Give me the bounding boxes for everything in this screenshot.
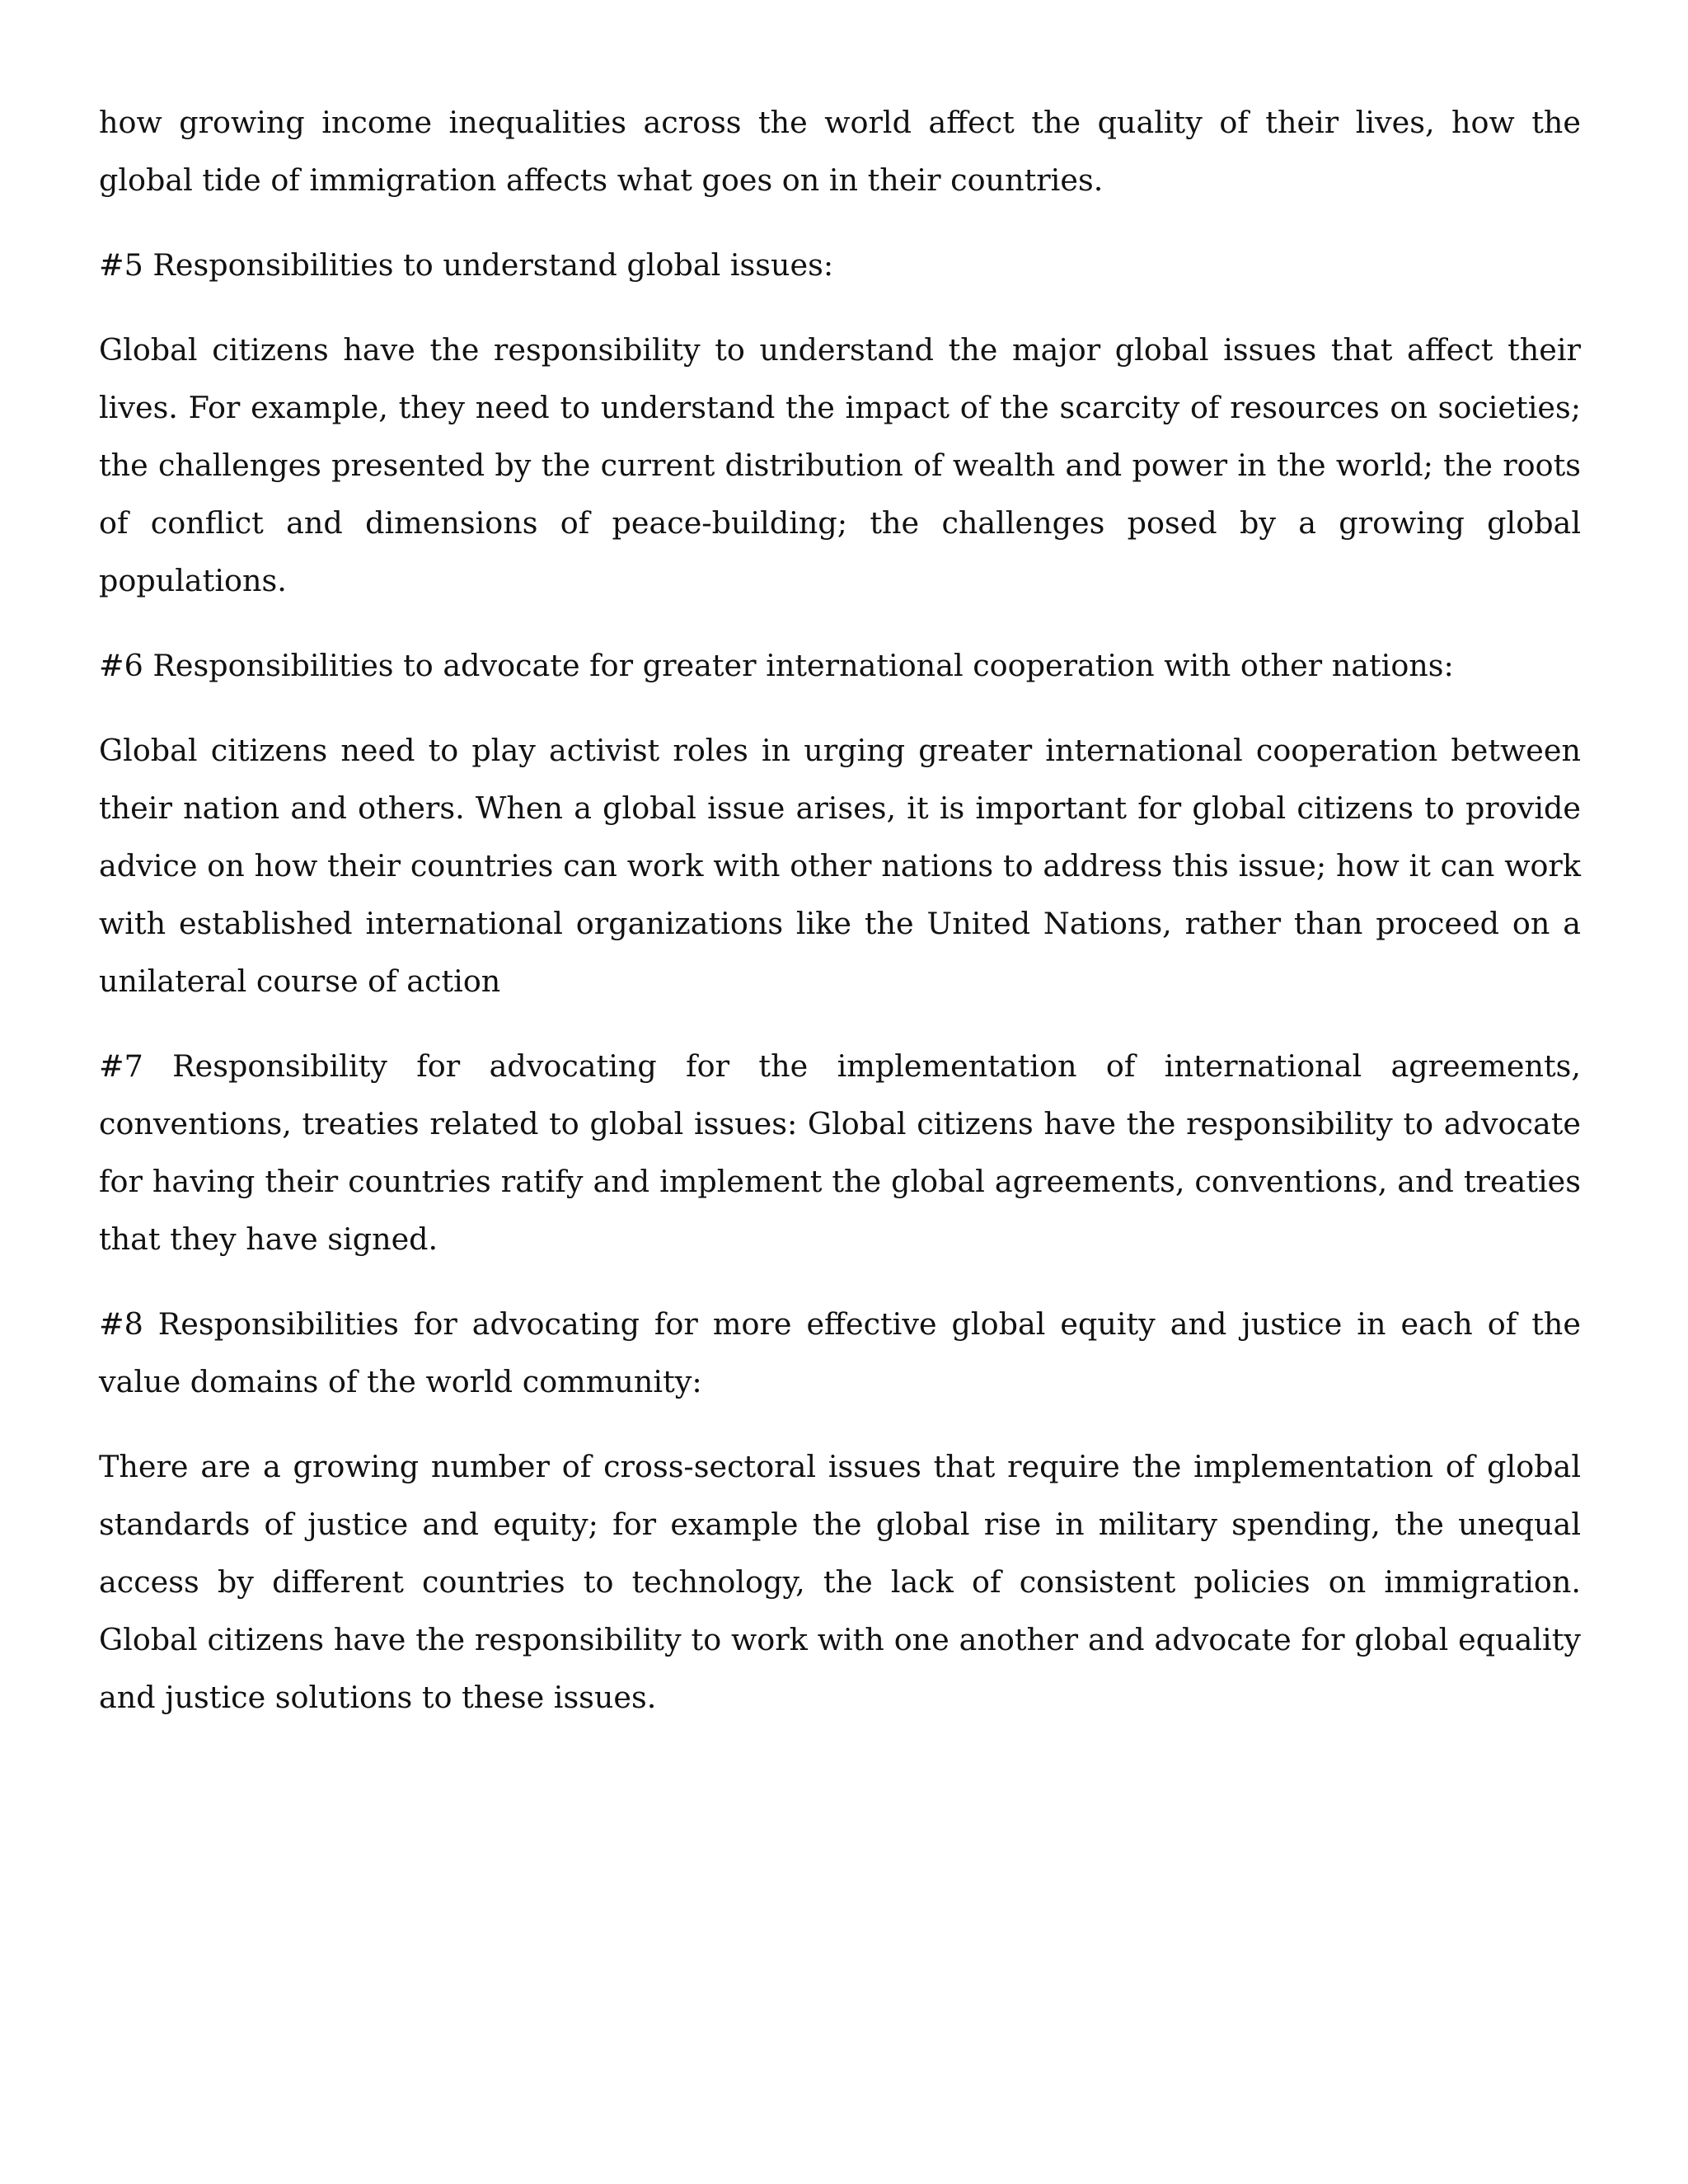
document-body xyxy=(99,94,1581,1754)
heading-responsibility-6: #6 Responsibilities to advocate for greater international cooperation with other nations: xyxy=(99,648,1454,683)
paragraph-cross-sectoral-issues: There are a growing number of cross-sectoral issues that require the implementation of global standards of justice and equity; for example the global rise in military spending, the unequal access by different countries to technology, the lack of consistent policies on immigration. Global citizens have the responsibility to work with one another and advocate for global equality and justice solutions to these issues. xyxy=(99,1449,1581,1715)
heading-responsibility-5: #5 Responsibilities to understand global issues: xyxy=(99,247,834,283)
paragraph-responsibility-7: #7 Responsibility for advocating for the implementation of international agreements, conventions, treaties related to global issues: Global citizens have the responsibility to advocate for having their countries ratify and implement the global agreements, conventions, and treaties that they have signed. xyxy=(99,1048,1581,1257)
paragraph-responsibility-8: #8 Responsibilities for advocating for more effective global equity and justice in each of the value domains of the world community: xyxy=(99,1306,1581,1399)
paragraph-income-inequality-continuation: how growing income inequalities across the world affect the quality of their lives, how the global tide of immigration affects what goes on in their countries. xyxy=(99,105,1581,198)
paragraph-international-cooperation: Global citizens need to play activist roles in urging greater international cooperation between their nation and others. When a global issue arises, it is important for global citizens to provide advice on how their countries can work with other nations to address this issue; how it can work with established international organizations like the United Nations, rather than proceed on a unilateral course of action xyxy=(99,733,1581,999)
paragraph-understand-global-issues: Global citizens have the responsibility to understand the major global issues that affect their lives. For example, they need to understand the impact of the scarcity of resources on societies; the challenges presented by the current distribution of wealth and power in the world; the roots of conflict and dimensions of peace-building; the challenges posed by a growing global populations. xyxy=(99,332,1581,598)
